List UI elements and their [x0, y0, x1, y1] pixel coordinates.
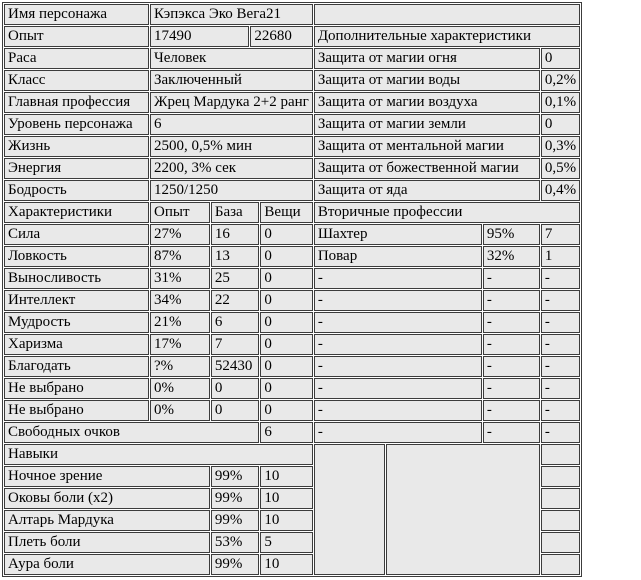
profession-level: - [541, 290, 580, 311]
basic-value: Заключенный [150, 70, 313, 91]
skills-header-row [4, 444, 580, 465]
stat-exp: 27% [150, 224, 210, 245]
stat-row [4, 400, 580, 421]
exp-label: Опыт [4, 26, 149, 47]
defense-label: Защита от божественной магии [314, 158, 540, 179]
stat-row [4, 268, 580, 289]
bottom-right-empty-cell-c [541, 554, 580, 575]
defense-label: Защита от магии воздуха [314, 92, 540, 113]
free-points-row [4, 422, 580, 443]
profession-level: 7 [541, 224, 580, 245]
bottom-right-empty-cell-c [541, 488, 580, 509]
defense-value: 0,1% [541, 92, 580, 113]
extra-stats-title: Дополнительные характеристики [314, 26, 580, 47]
stat-base: 22 [211, 290, 260, 311]
skill-level: 10 [260, 488, 312, 509]
skill-exp: 53% [211, 532, 260, 553]
basic-label: Уровень персонажа [4, 114, 149, 135]
profession-level: 1 [541, 246, 580, 267]
profession-level: - [541, 356, 580, 377]
exp-next-value: 22680 [250, 26, 312, 47]
basic-label: Класс [4, 70, 149, 91]
profession-exp: - [483, 268, 540, 289]
bottom-right-empty-cell-c [541, 532, 580, 553]
stat-name: Харизма [4, 334, 149, 355]
stat-base: 0 [211, 378, 260, 399]
stats-col-base: База [211, 202, 260, 223]
defense-label: Защита от магии земли [314, 114, 540, 135]
stat-exp: 34% [150, 290, 210, 311]
skill-name: Ночное зрение [4, 466, 210, 487]
free-points-label: Свободных очков [4, 422, 259, 443]
profession-exp: - [483, 356, 540, 377]
bottom-right-empty-cell-c [541, 466, 580, 487]
profession-name: - [314, 290, 482, 311]
stat-row [4, 224, 580, 245]
defense-value: 0,2% [541, 70, 580, 91]
stat-row [4, 378, 580, 399]
profession-name: - [314, 312, 482, 333]
skill-level: 10 [260, 554, 312, 575]
profession-name: - [314, 400, 482, 421]
defense-value: 0,3% [541, 136, 580, 157]
profession-name: Шахтер [314, 224, 482, 245]
stat-base: 13 [211, 246, 260, 267]
defense-value: 0 [541, 48, 580, 69]
stat-exp: 0% [150, 378, 210, 399]
profession-exp: - [483, 334, 540, 355]
stat-exp: 31% [150, 268, 210, 289]
basic-value: Жрец Мардука 2+2 ранг [150, 92, 313, 113]
defense-label: Защита от магии огня [314, 48, 540, 69]
stat-items: 0 [260, 356, 312, 377]
stat-exp: 0% [150, 400, 210, 421]
stat-name: Сила [4, 224, 149, 245]
basic-label: Жизнь [4, 136, 149, 157]
profession-exp: - [483, 290, 540, 311]
profession-level: - [541, 312, 580, 333]
stat-name: Не выбрано [4, 400, 149, 421]
stats-col-exp: Опыт [150, 202, 210, 223]
stat-base: 7 [211, 334, 260, 355]
stat-row [4, 290, 580, 311]
profession-level: - [541, 400, 580, 421]
stat-row [4, 246, 580, 267]
char-name-value: Кэпэкса Эко Вега21 [150, 4, 313, 25]
top-right-empty-cell [314, 4, 580, 25]
stat-name: Ловкость [4, 246, 149, 267]
defense-value: 0,5% [541, 158, 580, 179]
profession-level: - [541, 378, 580, 399]
free-points-value: 6 [260, 422, 312, 443]
defense-label: Защита от ментальной магии [314, 136, 540, 157]
skill-name: Алтарь Мардука [4, 510, 210, 531]
skill-name: Плеть боли [4, 532, 210, 553]
basic-label: Энергия [4, 158, 149, 179]
basic-row [4, 48, 580, 69]
profession-name: - [314, 378, 482, 399]
skill-exp: 99% [211, 510, 260, 531]
basic-label: Главная профессия [4, 92, 149, 113]
profession-name: - [314, 356, 482, 377]
basic-row [4, 114, 580, 135]
stats-title: Характеристики [4, 202, 149, 223]
stat-name: Мудрость [4, 312, 149, 333]
profession-exp: 95% [483, 224, 540, 245]
profession-name: Повар [314, 246, 482, 267]
basic-value: 2500, 0,5% мин [150, 136, 313, 157]
exp-current-value: 17490 [150, 26, 249, 47]
stats-col-items: Вещи [260, 202, 312, 223]
stat-items: 0 [260, 224, 312, 245]
experience-row [4, 26, 580, 47]
stat-items: 0 [260, 400, 312, 421]
character-sheet [2, 2, 639, 577]
stat-items: 0 [260, 246, 312, 267]
basic-label: Бодрость [4, 180, 149, 201]
stat-exp: 17% [150, 334, 210, 355]
basic-value: 2200, 3% сек [150, 158, 313, 179]
skill-name: Аура боли [4, 554, 210, 575]
basic-value: 6 [150, 114, 313, 135]
stat-items: 0 [260, 290, 312, 311]
profession-name: - [314, 268, 482, 289]
basic-row [4, 92, 580, 113]
defense-value: 0 [541, 114, 580, 135]
stat-base: 16 [211, 224, 260, 245]
professions-title: Вторичные профессии [314, 202, 580, 223]
stat-exp: ?% [150, 356, 210, 377]
profession-level: - [541, 268, 580, 289]
skills-title: Навыки [4, 444, 313, 465]
stat-name: Выносливость [4, 268, 149, 289]
stat-base: 6 [211, 312, 260, 333]
skill-exp: 99% [211, 554, 260, 575]
stat-name: Благодать [4, 356, 149, 377]
char-name-row [4, 4, 580, 25]
skill-level: 10 [260, 466, 312, 487]
stat-row [4, 312, 580, 333]
skill-exp: 99% [211, 466, 260, 487]
profession-level: - [541, 422, 580, 443]
stat-base: 0 [211, 400, 260, 421]
stat-items: 0 [260, 378, 312, 399]
bottom-right-empty-cell-c [541, 510, 580, 531]
stat-items: 0 [260, 268, 312, 289]
profession-exp: 32% [483, 246, 540, 267]
profession-exp: - [483, 312, 540, 333]
char-name-label: Имя персонажа [4, 4, 149, 25]
stat-items: 0 [260, 334, 312, 355]
profession-exp: - [483, 422, 540, 443]
stat-row [4, 334, 580, 355]
stat-base: 25 [211, 268, 260, 289]
skill-level: 5 [260, 532, 312, 553]
defense-value: 0,4% [541, 180, 580, 201]
profession-name: - [314, 422, 482, 443]
profession-exp: - [483, 400, 540, 421]
skill-exp: 99% [211, 488, 260, 509]
profession-exp: - [483, 378, 540, 399]
stat-row [4, 356, 580, 377]
stat-name: Интеллект [4, 290, 149, 311]
basic-row [4, 158, 580, 179]
stats-header-row [4, 202, 580, 223]
bottom-right-empty-cell-a [314, 444, 385, 575]
stat-name: Не выбрано [4, 378, 149, 399]
profession-name: - [314, 334, 482, 355]
stat-exp: 87% [150, 246, 210, 267]
basic-row [4, 70, 580, 91]
bottom-right-empty-cell-b [386, 444, 540, 575]
defense-label: Защита от магии воды [314, 70, 540, 91]
skill-level: 10 [260, 510, 312, 531]
basic-row [4, 136, 580, 157]
basic-value: 1250/1250 [150, 180, 313, 201]
profession-level: - [541, 334, 580, 355]
basic-value: Человек [150, 48, 313, 69]
stat-items: 0 [260, 312, 312, 333]
bottom-right-empty-cell-c [541, 444, 580, 465]
basic-row [4, 180, 580, 201]
defense-label: Защита от яда [314, 180, 540, 201]
basic-label: Раса [4, 48, 149, 69]
skill-name: Оковы боли (x2) [4, 488, 210, 509]
stat-exp: 21% [150, 312, 210, 333]
character-sheet-table [2, 2, 582, 577]
stat-base: 52430 [211, 356, 260, 377]
